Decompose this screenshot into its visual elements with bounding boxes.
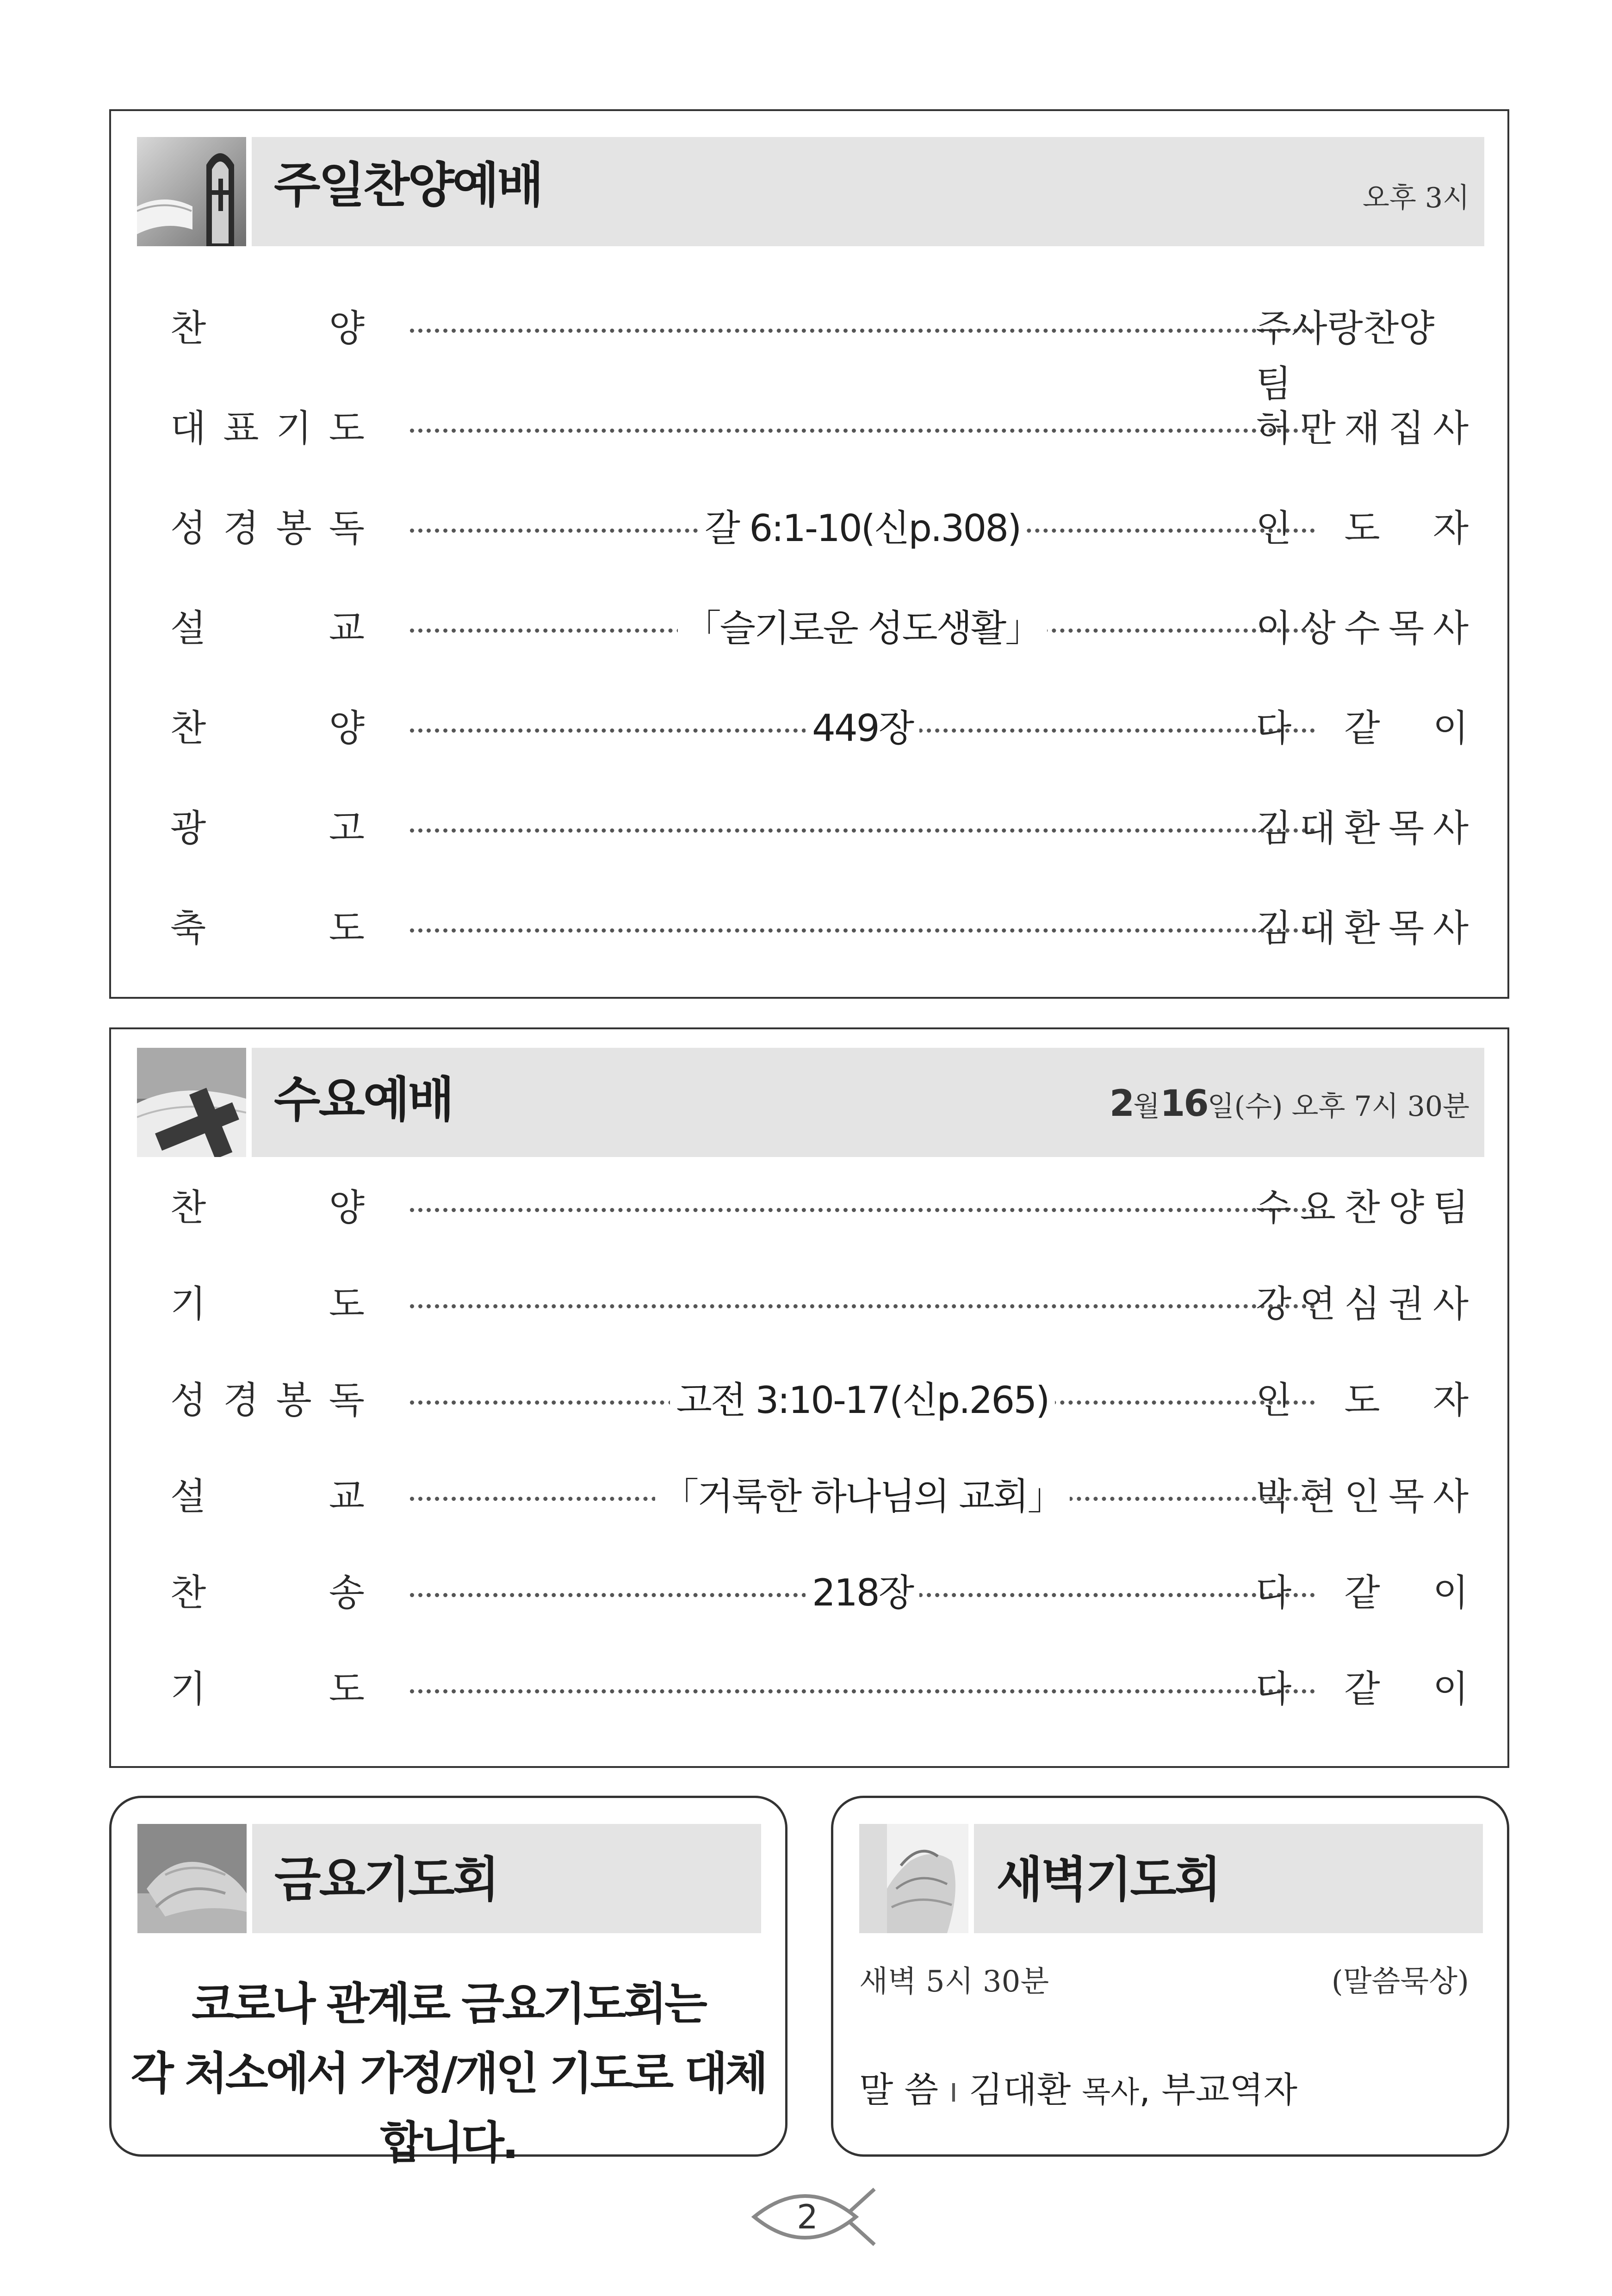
- order-of-service: [111, 1029, 1507, 1766]
- row-person-char: 사: [1432, 807, 1469, 850]
- dotted-leader: [410, 429, 1315, 433]
- section-title: 주일찬양예배: [274, 157, 542, 213]
- row-label-char: 경: [223, 1379, 259, 1422]
- row-leader-person: [1256, 701, 1469, 756]
- row-label-char: 기: [276, 407, 312, 450]
- service-row: [111, 1180, 1507, 1236]
- row-label-char: 고: [329, 807, 365, 850]
- row-person-char: 도: [1344, 507, 1380, 550]
- row-person-char: 현: [1300, 1475, 1336, 1518]
- service-row: [111, 501, 1507, 556]
- row-person-char: 인: [1344, 1475, 1380, 1518]
- row-label: [170, 1373, 365, 1428]
- row-label-char: 양: [329, 1186, 365, 1229]
- praying-hands-photo: [137, 1824, 247, 1933]
- dawn-speaker-line: [859, 2062, 1297, 2112]
- row-person-char: 만: [1300, 407, 1336, 450]
- service-row: [111, 1661, 1507, 1717]
- page-number: 2: [797, 2197, 818, 2236]
- row-label-char: 광: [170, 807, 206, 850]
- row-person-char: 다: [1256, 1571, 1292, 1614]
- row-person-char: 사: [1432, 907, 1469, 950]
- row-detail: [410, 701, 1315, 756]
- row-detail-text: 449장: [806, 707, 919, 750]
- row-person-char: 자: [1432, 507, 1469, 550]
- row-detail-text: 고전 3:10-17(신p.265): [670, 1379, 1055, 1422]
- page-number-badge: [750, 2180, 879, 2254]
- row-detail-text: 갈 6:1-10(신p.308): [698, 507, 1027, 550]
- row-label-char: 경: [223, 507, 259, 550]
- row-person-char: 사: [1432, 1282, 1469, 1325]
- row-person-char: 허: [1256, 407, 1292, 450]
- row-leader-person: [1256, 401, 1469, 456]
- dawn-time: 새벽 5시 30분: [859, 1965, 1049, 1999]
- row-label-char: 독: [329, 1379, 365, 1422]
- service-row: [111, 801, 1507, 856]
- row-leader-person: [1256, 901, 1469, 956]
- row-person-char: 이: [1432, 1571, 1469, 1614]
- service-row: [111, 1276, 1507, 1332]
- row-label: [170, 1565, 365, 1621]
- row-person-char: 찬: [1344, 1186, 1380, 1229]
- row-person-char: 요: [1300, 1186, 1336, 1229]
- row-label-char: 교: [329, 607, 365, 650]
- row-label-char: 설: [170, 607, 206, 650]
- row-person-char: 수: [1344, 607, 1380, 650]
- sunday-worship-section: [109, 109, 1509, 999]
- dotted-leader: [410, 1689, 1315, 1693]
- row-person-char: 김: [1256, 907, 1292, 950]
- service-row: [111, 1373, 1507, 1428]
- row-person-char: 목: [1389, 1475, 1425, 1518]
- row-label-char: 교: [329, 1475, 365, 1518]
- row-person-char: 권: [1389, 1282, 1425, 1325]
- order-of-service: [111, 111, 1507, 997]
- service-day: 16: [1160, 1083, 1208, 1125]
- row-detail-text: 「슬기로운 성도생활」: [678, 607, 1048, 650]
- row-person-char: 상: [1300, 607, 1336, 650]
- notice-line-2: 각 처소에서 가정/개인 기도로 대체합니다.: [130, 2047, 766, 2169]
- service-time-rest: 일(수) 오후 7시 30분: [1207, 1090, 1469, 1123]
- row-person-char: 사: [1432, 1475, 1469, 1518]
- row-label-char: 양: [329, 307, 365, 350]
- dotted-leader: [410, 928, 1315, 933]
- row-person-char: 강: [1256, 1282, 1292, 1325]
- wednesday-worship-section: [109, 1027, 1509, 1768]
- row-label-char: 찬: [170, 1186, 206, 1229]
- row-person-char: 집: [1389, 407, 1425, 450]
- row-person-char: 연: [1300, 1282, 1336, 1325]
- row-person-char: 박: [1256, 1475, 1292, 1518]
- row-label: [170, 501, 365, 556]
- row-person-char: 목: [1389, 607, 1425, 650]
- row-person-char: 다: [1256, 707, 1292, 750]
- row-person-char: 자: [1432, 1379, 1469, 1422]
- row-leader-person: [1256, 1180, 1469, 1236]
- row-person-char: 다: [1256, 1668, 1292, 1711]
- speaker-name: 김대환: [969, 2069, 1071, 2110]
- service-row: [111, 401, 1507, 456]
- row-leader-person: [1256, 501, 1469, 556]
- service-month-unit: 월: [1133, 1090, 1160, 1123]
- row-label-char: 기: [170, 1282, 206, 1325]
- row-person-char: 이: [1432, 1668, 1469, 1711]
- row-label: [170, 1276, 365, 1332]
- row-person-char: 수: [1256, 1186, 1292, 1229]
- row-label: [170, 601, 365, 656]
- row-detail: [410, 1373, 1315, 1428]
- row-label-char: 도: [329, 1668, 365, 1711]
- row-person-char: 재: [1344, 407, 1380, 450]
- row-person-char: 이: [1432, 707, 1469, 750]
- section-title: 수요예배: [274, 1071, 453, 1128]
- row-detail: [410, 501, 1315, 556]
- dawn-prayer-section: [831, 1796, 1509, 2157]
- row-person-char: 심: [1344, 1282, 1380, 1325]
- row-label: [170, 901, 365, 956]
- row-label-char: 찬: [170, 1571, 206, 1614]
- row-label-char: 대: [170, 407, 206, 450]
- dawn-note: (말씀묵상): [1331, 1965, 1469, 1999]
- dotted-leader: [410, 1304, 1315, 1308]
- row-leader-person: [1256, 1469, 1469, 1524]
- row-label-char: 양: [329, 707, 365, 750]
- row-person-char: 주사랑찬양팀: [1256, 307, 1435, 405]
- dotted-leader: [410, 828, 1315, 833]
- row-label-char: 도: [329, 1282, 365, 1325]
- row-person-char: 팀: [1432, 1186, 1469, 1229]
- row-person-char: 인: [1256, 507, 1292, 550]
- dotted-leader: [410, 1208, 1315, 1212]
- row-label-char: 기: [170, 1668, 206, 1711]
- row-label: [170, 1469, 365, 1524]
- service-month: 2: [1109, 1083, 1134, 1125]
- row-person-char: 같: [1344, 707, 1380, 750]
- row-person-char: 같: [1344, 1668, 1380, 1711]
- row-label: [170, 1661, 365, 1717]
- row-label-char: 설: [170, 1475, 206, 1518]
- row-label: [170, 301, 365, 356]
- speaker-title: 목사: [1082, 2075, 1140, 2109]
- speaker-rest: , 부교역자: [1139, 2069, 1298, 2110]
- folded-hands-photo: [859, 1824, 968, 1933]
- row-label: [170, 701, 365, 756]
- row-label-char: 성: [170, 1379, 206, 1422]
- row-label-char: 성: [170, 507, 206, 550]
- service-row: [111, 1469, 1507, 1524]
- row-label: [170, 1180, 365, 1236]
- service-row: [111, 901, 1507, 956]
- notice-line-1: 코로나 관계로 금요기도회는: [192, 1978, 705, 2030]
- divider: [952, 2083, 955, 2102]
- row-person-char: 환: [1344, 807, 1380, 850]
- row-person-char: 사: [1432, 407, 1469, 450]
- speaker-label: 말 씀: [859, 2069, 938, 2110]
- row-person-char: 인: [1256, 1379, 1292, 1422]
- row-person-char: 김: [1256, 807, 1292, 850]
- row-label-char: 독: [329, 507, 365, 550]
- row-label-char: 찬: [170, 707, 206, 750]
- row-label-char: 축: [170, 907, 206, 950]
- row-leader-person: [1256, 1661, 1469, 1717]
- row-person-char: 같: [1344, 1571, 1380, 1614]
- row-leader-person: [1256, 1276, 1469, 1332]
- service-row: [111, 301, 1507, 405]
- row-person-char: 환: [1344, 907, 1380, 950]
- row-person-char: 이: [1256, 607, 1292, 650]
- row-person-char: 사: [1432, 607, 1469, 650]
- row-person-char: 대: [1300, 807, 1336, 850]
- row-detail: [410, 1565, 1315, 1621]
- row-person-char: 대: [1300, 907, 1336, 950]
- row-leader-person: [1256, 1565, 1469, 1621]
- row-detail: [410, 1469, 1315, 1524]
- row-label: [170, 401, 365, 456]
- row-label-char: 봉: [276, 507, 312, 550]
- row-person-char: 양: [1389, 1186, 1425, 1229]
- row-label-char: 도: [329, 407, 365, 450]
- section-title: 새벽기도회: [996, 1851, 1220, 1908]
- row-leader-person: [1256, 801, 1469, 856]
- row-person-char: 도: [1344, 1379, 1380, 1422]
- service-row: [111, 601, 1507, 656]
- row-label-char: 봉: [276, 1379, 312, 1422]
- friday-prayer-section: [109, 1796, 787, 2169]
- row-leader-person: [1256, 601, 1469, 656]
- section-title: 금요기도회: [274, 1851, 498, 1908]
- row-detail: [410, 601, 1315, 656]
- service-row: [111, 1565, 1507, 1621]
- row-leader-person: [1256, 301, 1469, 405]
- row-label-char: 표: [223, 407, 259, 450]
- dotted-leader: [410, 329, 1315, 333]
- row-label: [170, 801, 365, 856]
- service-row: [111, 701, 1507, 756]
- row-label-char: 송: [329, 1571, 365, 1614]
- row-person-char: 목: [1389, 907, 1425, 950]
- service-time: 오후 3시: [1362, 182, 1469, 214]
- row-leader-person: [1256, 1373, 1469, 1428]
- row-detail-text: 「거룩한 하나님의 교회」: [655, 1475, 1069, 1518]
- row-detail-text: 218장: [806, 1571, 919, 1614]
- row-label-char: 찬: [170, 307, 206, 350]
- row-person-char: 목: [1389, 807, 1425, 850]
- row-label-char: 도: [329, 907, 365, 950]
